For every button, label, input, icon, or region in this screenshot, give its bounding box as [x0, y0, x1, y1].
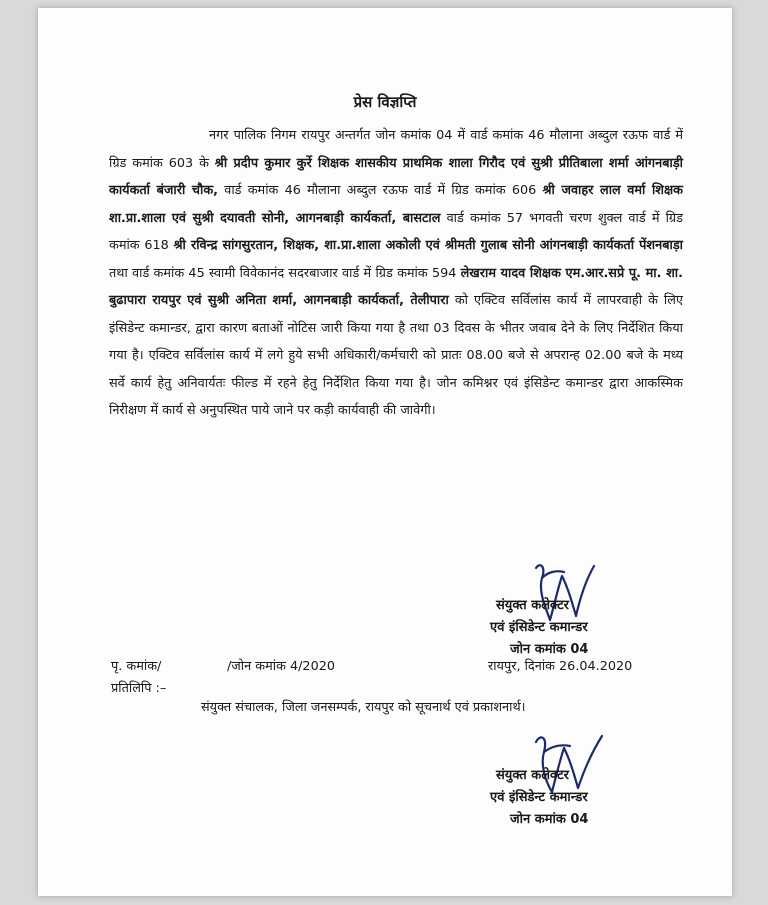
signature-1-title: संयुक्त कलेक्टर — [496, 598, 569, 613]
body-bold-2: श्री जवाहर लाल वर्मा शिक्षक शा.प्रा.शाला एवं सुश्री दयावती सोनी, आगनबाड़ी कार्यकर्ता, बासटाल — [109, 183, 683, 226]
reference-label: पृ. कमांक/ — [111, 659, 162, 674]
copy-label: प्रतिलिपि :– — [111, 681, 167, 696]
body-bold-4: लेखराम यादव शिक्षक एम.आर.सप्रे पू. मा. शा. बुढापारा रायपुर एवं सुश्री अनिता शर्मा, आगनबाड़ी कार्यकर्ता, तेलीपारा — [109, 265, 683, 308]
body-text-2: वार्ड कमांक 46 मौलाना अब्दुल रऊफ वार्ड में ग्रिड कमांक 606 — [218, 183, 543, 198]
signature-2-zone: जोन कमांक 04 — [510, 812, 589, 827]
press-release-body — [109, 122, 683, 425]
document-page — [38, 8, 732, 896]
reference-number: /जोन कमांक 4/2020 — [227, 659, 336, 674]
signature-2-title: संयुक्त कलेक्टर — [496, 768, 569, 783]
body-bold-1: श्री प्रदीप कुमार कुर्रे शिक्षक शासकीय प्राथमिक शाला गिरौद एवं सुश्री प्रीतिबाला शर्मा आंगनबाड़ी कार्यकर्ता बंजारी चौक, — [109, 155, 683, 198]
signature-2-role: एवं इंसिडेन्ट कमान्डर — [490, 790, 588, 805]
signature-1-zone: जोन कमांक 04 — [510, 642, 589, 657]
body-text-1: नगर पालिक निगम रायपुर अन्तर्गत जोन कमांक 04 में वार्ड कमांक 46 मौलाना अब्दुल रऊफ वार्ड में ग्रिड कमांक 603 के — [109, 128, 683, 171]
signature-block-1 — [490, 595, 676, 661]
signature-block-2 — [490, 765, 676, 831]
body-text-3: वार्ड कमांक 57 भगवती चरण शुक्ल वार्ड में ग्रिड कमांक 618 — [109, 210, 683, 253]
place-date: रायपुर, दिनांक 26.04.2020 — [488, 659, 633, 674]
body-text-5: को एक्टिव सर्विलांस कार्य में लापरवाही के लिए इंसिडेन्ट कमान्डर, द्वारा कारण बताओं नोटिस जारी किया गया है तथा 03 दिवस के भीतर जवाब देने के लिए निर्देशित किया गया है। एक्टिव सर्विलांस कार्य में लगे हुये सभी अधिकारी/कर्मचारी को प्रातः 08.00 बजे से अपरान्ह 02.00 बजे के मध्य सर्वे कार्य हेतु अनिवार्यतः फील्ड में रहने हेतु निर्देशित किया गया है। जोन कमिश्नर एवं इंसिडेन्ट कमान्डर द्वारा आकस्मिक निरीक्षण में कार्य से अनुपस्थित पाये जाने पर कड़ी कार्यवाही की जावेगी। — [109, 293, 683, 418]
page-title: प्रेस विज्ञप्ति — [353, 93, 417, 111]
body-text-4: तथा वार्ड कमांक 45 स्वामी विवेकानंद सदरबाजार वार्ड में ग्रिड कमांक 594 — [109, 265, 461, 281]
body-bold-3: श्री रविन्द्र सांगसुरतान, शिक्षक, शा.प्रा.शाला अकोली एवं श्रीमती गुलाब सोनी आंगनबाड़ी कार्यकर्ता पेंशनबाड़ा — [173, 238, 683, 253]
copy-recipient: संयुक्त संचालक, जिला जनसम्पर्क, रायपुर को सूचनार्थ एवं प्रकाशनार्थ। — [201, 700, 526, 715]
signature-1-role: एवं इंसिडेन्ट कमान्डर — [490, 620, 588, 635]
